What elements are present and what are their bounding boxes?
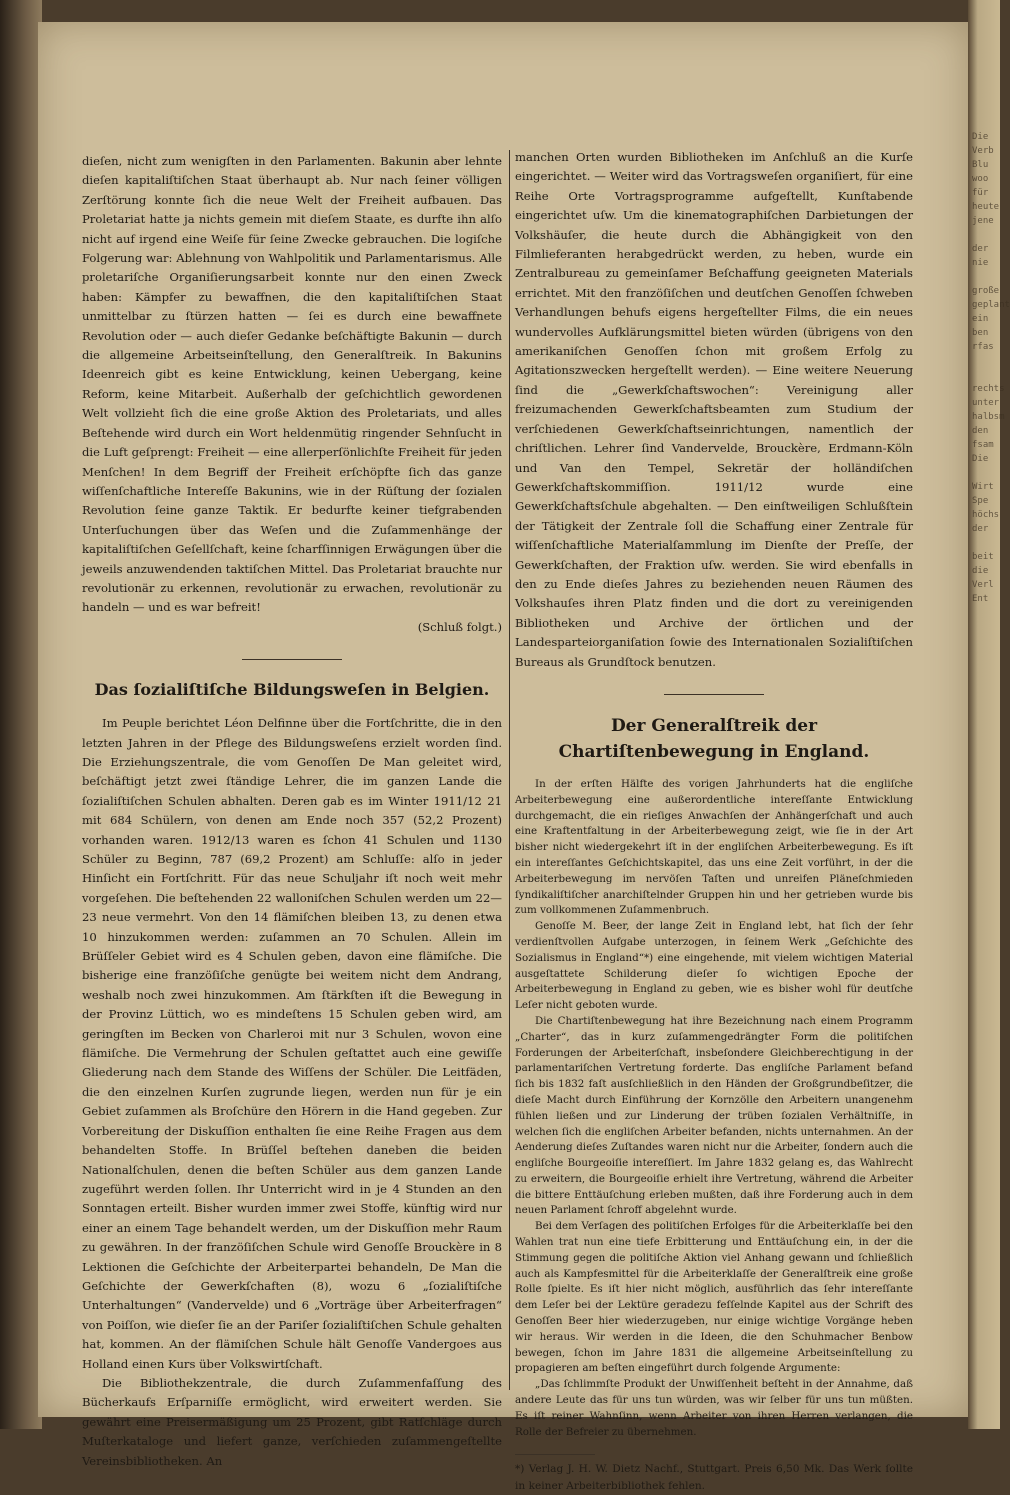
- belgium-article-continuation: manchen Orten wurden Bibliotheken im Anſchluß an die Kurſe eingerichtet. — Weiter wird das Vortragsweſen organiſiert, für eine Reihe Orte Vortragsprogramme aufgeſtellt, Kunſtabende eingerichtet uſw. Um die kinematographiſchen Darbietungen der Volkshäuſer, die heute durch die Abhängigkeit von den Filmlieferanten herabgedrückt werden, zu heben, wurde ein Zentralbureau zu gemeinſamer Beſchaffung geeigneten Materials errichtet. Mit den franzöſiſchen und deutſchen Genoſſen ſchweben Verhandlungen behufs eigens hergeſtellter Films, die ein neues wundervolles Aufklärungsmittel bieten würden (übrigens von den amerikaniſchen Genoſſen ſchon mit großem Erfolg zu Agitationszwecken hergeſtellt werden). — Eine weitere Neuerung ſind die „Gewerkſchaftswochen“: Vereinigung aller freizumachenden Gewerkſchaftsbeamten zum Studium der verſchiedenen Gewerkſchaftseinrichtungen, namentlich der chriſtlichen. Lehrer ſind Vandervelde, Brouckère, Erdmann-Köln und Van den Tempel, Sekretär der holländiſchen Gewerkſchaftskommiſſion. 1911/12 wurde eine Gewerkſchaftsſchule abgehalten. — Den einſtweiligen Schlußſtein der Tätigkeit der Zentrale ſoll die Schaffung einer Zentrale für wiſſenſchaftliche Materialſammlung im Dienſte der Preſſe, der Gewerkſchaften, der Fraktion uſw. werden. Sie wird ebenfalls in den zu Ende dieſes Jahres zu beziehenden neuen Räumen des Volkshauſes ihren Platz finden und die dort zu vereinigenden Bibliotheken und Archive der örtlichen und der Landesparteiorganiſation ſowie des Internationalen Sozialiſtiſchen Bureaus als Grundſtock benutzen.: [515, 150, 913, 669]
- article-separator: [242, 659, 342, 660]
- adjacent-page-text: Die Verb Blu woo für heute jene der nie große geplant ein ben rfas rechts unter halbsm den fsam Die Wirt Spe höchs der beit die Verl Ent: [972, 132, 1010, 604]
- footnote: *) Verlag J. H. W. Dietz Nachf., Stuttgart. Preis 6,50 Mk. Das Werk ſollte in keiner Arbeiterbibliothek fehlen.: [515, 1463, 913, 1493]
- article-paragraph: Im Peuple berichtet Léon Delfinne über die Fortſchritte, die in den letzten Jahren in der Pflege des Bildungsweſens erzielt worden ſind. Die Erziehungszentrale, die vom Genoſſen De Man geleitet wird, beſchäftigt jetzt zwei ſtändige Lehrer, die im ganzen Lande die ſozialiſtiſchen Schulen abhalten. Deren gab es im Winter 1911/12 21 mit 684 Schülern, von denen am Ende noch 357 (52,2 Prozent) vorhanden waren. 1912/13 waren es ſchon 41 Schulen und 1130 Schüler zu Beginn, 787 (69,2 Prozent) am Schluſſe: alſo in jeder Hinſicht ein Fortſchritt. Für das neue Schuljahr iſt noch weit mehr vorgeſehen. Die beſtehenden 22 walloniſchen Schulen werden um 22—23 neue vermehrt. Von den 14 flämiſchen bleiben 13, zu denen etwa 10 hinzukommen werden: zuſammen an 70 Schulen. Allein im Brüſſeler Gebiet wird es 4 Schulen geben, davon eine flämiſche. Die bisherige eine franzöſiſche genügte bei weitem nicht dem Andrang, weshalb noch zwei hinzukommen. Am ſtärkſten iſt die Bewegung in der Provinz Lüttich, wo es mindeſtens 15 Schulen geben wird, am geringſten im Becken von Charleroi mit nur 3 Schulen, wovon eine flämiſche. Die Vermehrung der Schulen geſtattet auch eine gewiſſe Gliederung nach dem Stande des Wiſſens der Schüler. Die Leitfäden, die den einzelnen Kurſen zugrunde liegen, werden nun für je ein Gebiet zuſammen als Broſchüre den Hörern in die Hand gegeben. Zur Vorbereitung der Diskuſſion enthalten ſie eine Reihe Fragen aus dem behandelten Stoffe. In Brüſſel beſtehen daneben die beiden Nationalſchulen, denen die beſten Schüler aus dem ganzen Lande zugeführt werden ſollen. Ihr Unterricht wird in je 4 Stunden an den Sonntagen erteilt. Bisher wurden immer zwei Stoffe, künftig wird nur einer an einem Tage behandelt werden, um der Diskuſſion mehr Raum zu gewähren. In der franzöſiſchen Schule wird Genoſſe Brouckère in 8 Lektionen die Geſchichte der Arbeiterpartei behandeln, De Man die Geſchichte der Gewerkſchaften (8), wozu 6 „ſozialiſtiſche Unterhaltungen“ (Vandervelde) und 6 „Vorträge über Arbeiterfragen“ von Poiſſon, wie dieſer ſie an der Pariſer ſozialiſtiſchen Schule gehalten hat, kommen. An der flämiſchen Schule hält Genoſſe Vandergoes aus Holland einen Kurs über Volkswirtſchaft.: [82, 716, 502, 1371]
- scan-left-edge: [0, 0, 42, 1429]
- article-paragraph: Bei dem Verſagen des politiſchen Erfolges für die Arbeiterklaſſe bei den Wahlen trat nun eine tiefe Erbitterung und Enttäuſchung ein, in der die Stimmung gegen die politiſche Aktion viel Anhang gewann und ſchließlich auch als Kampfesmittel für die Arbeiterklaſſe der Generalſtreik eine große Rolle ſpielte. Es iſt hier nicht möglich, ausführlich das ſehr intereſſante dem Leſer bei der Lektüre geradezu feſſelnde Kapitel aus der Schrift des Genoſſen Beer hier wiederzugeben, nur einige wichtige Vorgänge heben wir heraus. Wir werden in die Ideen, die den Schuhmacher Benbow bewegen, ſchon im Jahre 1831 die allgemeine Arbeitseinſtellung zu propagieren am beſten eingeführt durch folgende Argumente:: [515, 1220, 913, 1375]
- article-quote: „Das ſchlimmſte Produkt der Unwiſſenheit beſteht in der Annahme, daß andere Leute das für uns tun würden, was wir ſelber für uns tun müßten. Es iſt reiner Wahnſinn, wenn Arbeiter von ihren Herren verlangen, die Rolle der Befreier zu übernehmen.: [515, 1378, 913, 1438]
- column-divider: [509, 150, 510, 1390]
- article-title-belgium: Das ſozialiſtiſche Bildungsweſen in Belgien.: [94, 680, 490, 700]
- article-paragraph: Die Chartiſtenbewegung hat ihre Bezeichnung nach einem Programm „Charter“, das in kurz zuſammengedrängter Form die politiſchen Forderungen der Arbeiterſchaft, insbeſondere Gleichberechtigung in der parlamentariſchen Vertretung forderte. Das engliſche Parlament befand ſich bis 1832 faſt ausſchließlich in den Händen der Großgrundbeſitzer, die dieſe Macht durch Einführung der Kornzölle den Arbeitern unangenehm fühlen ließen und zur Linderung der trüben ſozialen Verhältniſſe, in welchen ſich die engliſchen Arbeiter befanden, nichts unternahmen. An der Aenderung dieſes Zuſtandes waren nicht nur die Arbeiter, ſondern auch die engliſche Bourgeoiſie intereſſiert. Im Jahre 1832 gelang es, das Wahlrecht zu erweitern, die Bourgeoiſie erhielt ihre Vertretung, während die Arbeiter die bittere Enttäuſchung erleben mußten, daß ihre Forderung auch in dem neuen Parlament ſchroff abgelehnt wurde.: [515, 1014, 913, 1217]
- article-paragraph: Die Bibliothekzentrale, die durch Zuſammenfaſſung des Bücherkaufs Erſparniſſe ermöglicht, wird erweitert werden. Sie gewährt eine Preisermäßigung um 25 Prozent, gibt Ratſchläge durch Muſterkataloge und liefert ganze, verſchieden zuſammengeſtellte Vereinsbibliotheken. An: [82, 1375, 502, 1468]
- to-be-continued-note: (Schluß folgt.): [417, 619, 502, 634]
- footnote-rule: [515, 1454, 595, 1455]
- adjacent-page-edge: [968, 0, 1010, 1429]
- left-column: [82, 152, 502, 1471]
- article-separator: [664, 694, 764, 695]
- bakunin-article-ending: dieſen, nicht zum wenigſten in den Parlamenten. Bakunin aber lehnte dieſen kapitaliſtiſchen Staat überhaupt ab. Nur nach ſeiner völligen Zerſtörung konnte ſich die neue Welt der Freiheit aufbauen. Das Proletariat hatte ja nichts gemein mit dieſem Staate, es durfte ihn alſo nicht auf irgend eine Weiſe für ſeine Zwecke gebrauchen. Die logiſche Folgerung war: Ablehnung von Wahlpolitik und Parlamentarismus. Alle proletariſche Organiſierungsarbeit konnte nur den einen Zweck haben: Kämpfer zu bewaffnen, die den kapitaliſtiſchen Staat unmittelbar zu ſtürzen hatten — ſei es durch eine bewaffnete Revolution oder — auch dieſer Gedanke beſchäftigte Bakunin — durch die allgemeine Arbeitseinſtellung, den Generalſtreik. In Bakunins Ideenreich gibt es keine Entwicklung, keinen Uebergang, keine Reform, keine Mitarbeit. Außerhalb der geſchichtlich gewordenen Welt vollzieht ſich die eine große Aktion des Proletariats, und alles Beſtehende wird durch ein Wort heldenmütig ringender Sehnſucht in die Luft geſprengt: Freiheit — eine allerperſönlichſte Freiheit für jeden Menſchen! In dem Begriff der Freiheit erſchöpfte ſich das ganze wiſſenſchaftliche Intereſſe Bakunins, wie in der Rüſtung der ſozialen Revolution ſeine ganze Taktik. Er bedurfte keiner tiefgrabenden Unterſuchungen über das Weſen und die Zuſammenhänge der kapitaliſtiſchen Geſellſchaft, keine ſcharfſinnigen Erwägungen über die jeweils anzuwendenden taktiſchen Mittel. Das Proletariat brauchte nur revolutionär zu erkennen, revolutionär zu erwachen, revolutionär zu handeln — und es war befreit!: [82, 154, 502, 615]
- right-column: [515, 148, 913, 1495]
- article-paragraph: In der erſten Hälfte des vorigen Jahrhunderts hat die engliſche Arbeiterbewegung eine außerordentliche intereſſante Entwicklung durchgemacht, die ein rieſiges Anwachſen der Anhängerſchaft und auch eine Kraftentfaltung in der Arbeiterbewegung zeigt, wie ſie in der Art bisher nicht wiedergekehrt iſt in der engliſchen Arbeiterbewegung. Es iſt ein intereſſantes Geſchichtskapitel, das uns eine Zeit vorführt, in der die Arbeiterbewegung im nervöſen Taſten und unreifen Pläneſchmieden ſyndikaliſtiſcher anarchiſtelnder Gruppen hin und her getrieben wurde bis zum vollkommenen Zuſammenbruch.: [515, 777, 913, 917]
- article-title-chartism: Der Generalſtreik der Chartiſtenbewegung in England.: [558, 715, 870, 762]
- article-paragraph: Genoſſe M. Beer, der lange Zeit in England lebt, hat ſich der ſehr verdienſtvollen Aufgabe unterzogen, in ſeinem Werk „Geſchichte des Sozialismus in England“*) eine eingehende, mit vielem wichtigen Material ausgeſtattete Schilderung dieſer ſo wichtigen Epoche der Arbeiterbewegung in England zu geben, wie es bisher wohl für deutſche Leſer nicht geboten wurde.: [515, 920, 913, 1012]
